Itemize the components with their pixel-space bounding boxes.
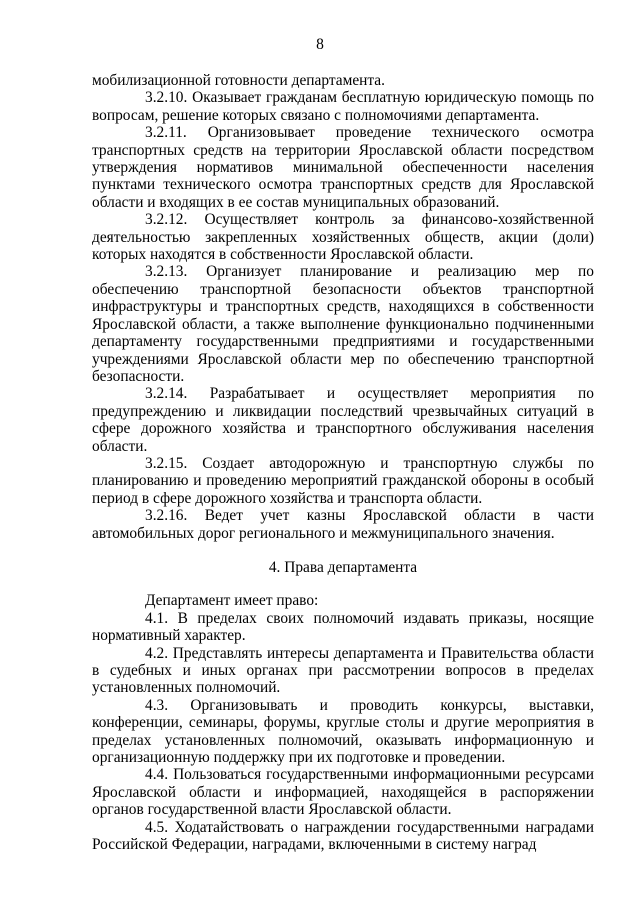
paragraph-4-5: 4.5. Ходатайствовать о награждении государственными наградами Российской Федерации, наградами, включенными в систему наград bbox=[92, 818, 594, 854]
paragraph-4-4: 4.4. Пользоваться государственными информационными ресурсами Ярославской области и информацией, находящейся в распоряжении органов государственной власти Ярославской области. bbox=[92, 766, 594, 819]
paragraph-4-2: 4.2. Представлять интересы департамента и Правительства области в судебных и иных органах при рассмотрении вопросов в пределах установленных полномочий. bbox=[92, 644, 594, 697]
paragraph-rights-intro: Департамент имеет право: bbox=[145, 592, 319, 610]
paragraph-3-2-12: 3.2.12. Осуществляет контроль за финансово-хозяйственной деятельностью закрепленных хозяйственных обществ, акции (доли) которых находятся в собственности Ярославской области. bbox=[92, 211, 594, 264]
paragraph-3-2-11: 3.2.11. Организовывает проведение технического осмотра транспортных средств на территории Ярославской области посредством утверждения нормативов минимальной обеспеченности населения пунктами технического осмотра транспортных средств для Ярославской области и входящих в ее состав муниципальных образований. bbox=[92, 124, 594, 211]
page-number: 8 bbox=[316, 36, 324, 53]
document-body bbox=[92, 72, 594, 853]
paragraph-3-2-14: 3.2.14. Разрабатывает и осуществляет мероприятия по предупреждению и ликвидации последствий чрезвычайных ситуаций в сфере дорожного хозяйства и транспортного обслуживания населения области. bbox=[92, 385, 594, 455]
paragraph-3-2-13: 3.2.13. Организует планирование и реализацию мер по обеспечению транспортной безопасности объектов транспортной инфраструктуры и транспортных средств, находящихся в собственности Ярославской области, а также выполнение функционально подчиненными департаменту государственными предприятиями и государственными учреждениями Ярославской области мер по обеспечению транспортной безопасности. bbox=[92, 263, 594, 385]
paragraph-4-1: 4.1. В пределах своих полномочий издавать приказы, носящие нормативный характер. bbox=[92, 609, 594, 645]
paragraph-3-2-15: 3.2.15. Создает автодорожную и транспортную службы по планированию и проведению мероприятий гражданской обороны в особый период в сфере дорожного хозяйства и транспорта области. bbox=[92, 454, 594, 507]
paragraph-continuation: мобилизационной готовности департамента. bbox=[92, 72, 385, 89]
paragraph-3-2-10: 3.2.10. Оказывает гражданам бесплатную юридическую помощь по вопросам, решение которых связано с полномочиями департамента. bbox=[92, 89, 594, 124]
paragraph-4-3: 4.3. Организовывать и проводить конкурсы, выставки, конференции, семинары, форумы, круглые столы и другие мероприятия в пределах установленных полномочий, оказывать информационную и организационную поддержку при их подготовке и проведении. bbox=[92, 696, 594, 767]
section-heading: 4. Права департамента bbox=[268, 558, 418, 576]
paragraph-3-2-16: 3.2.16. Ведет учет казны Ярославской области в части автомобильных дорог регионального и межмуниципального значения. bbox=[92, 507, 594, 542]
